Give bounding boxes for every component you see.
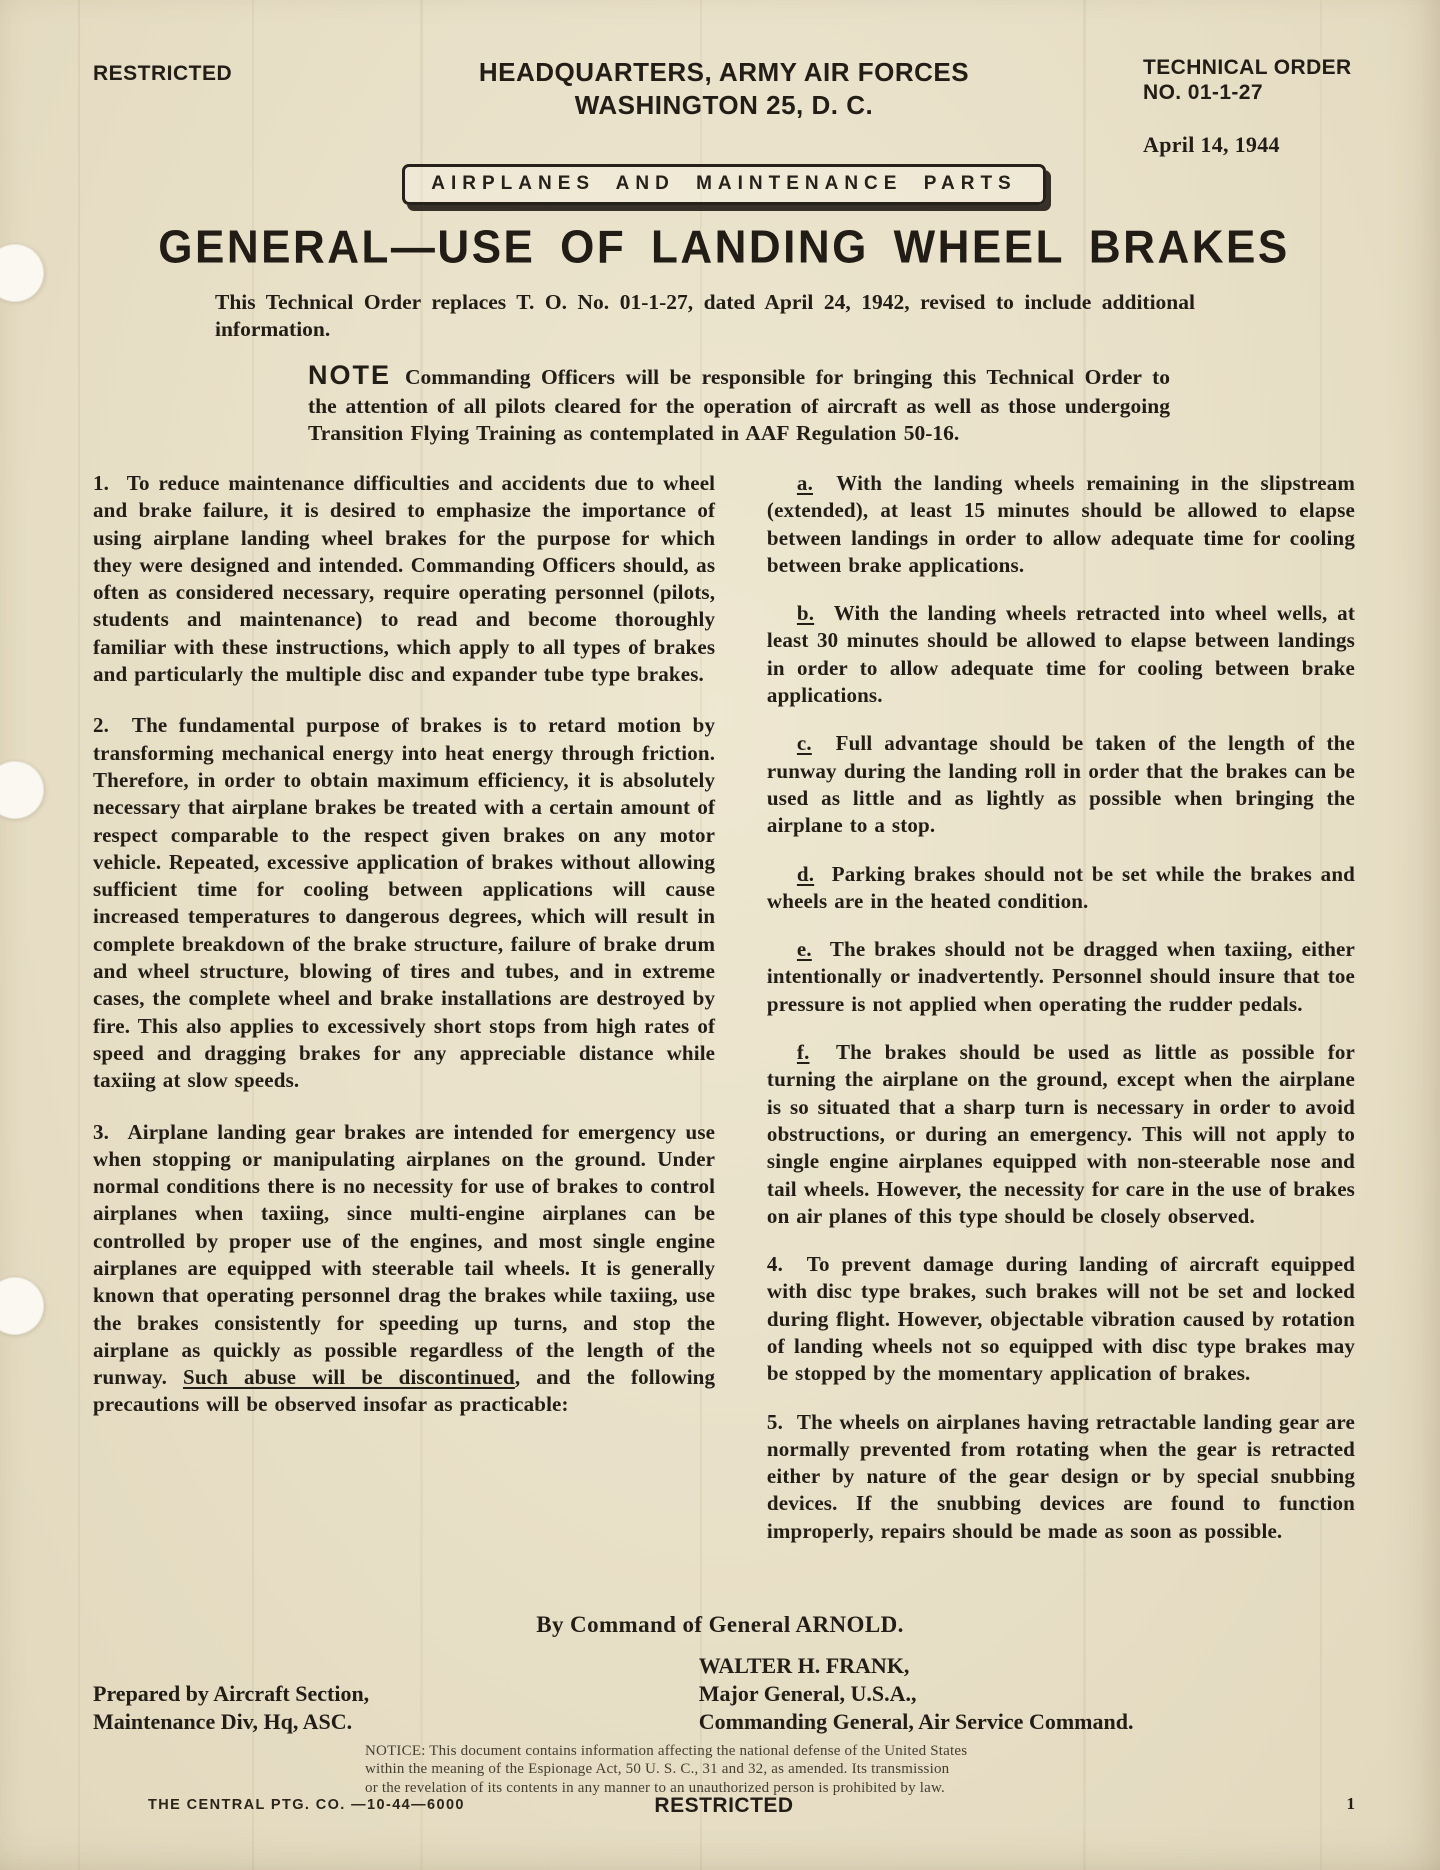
paragraph xyxy=(767,936,1355,1018)
paragraph-label: 1. xyxy=(93,470,110,495)
underlined-text: Such abuse will be discontinued xyxy=(183,1365,515,1390)
paragraph-text: Full advantage should be taken of the length of the runway during the landing roll in order that the brakes can be used as little and as lightly as possible when bringing the airplane to a stop. xyxy=(766,731,1355,838)
note-text: Commanding Officers will be responsible for bringing this Technical Order to the attention of all pilots cleared for the operation of aircraft as well as those undergoing Transition Flying Training as contemplated in AAF Regulation 50-16. xyxy=(308,365,1170,446)
headquarters-line: HEADQUARTERS, ARMY AIR FORCES xyxy=(478,57,970,87)
issue-date: April 14, 1944 xyxy=(1143,131,1280,157)
paragraph xyxy=(767,1251,1355,1387)
page-footer xyxy=(93,1794,1355,1817)
paragraph-text: The brakes should not be dragged when taxiing, either intentionally or inadvertently. Personnel should insure that toe pressure is not applied when operating the rudder pedals. xyxy=(766,937,1355,1016)
left-column xyxy=(93,470,715,1598)
headquarters-block xyxy=(479,56,969,121)
paragraph-label: d. xyxy=(796,861,815,886)
espionage-notice-text xyxy=(365,1742,1075,1797)
paragraph xyxy=(767,1039,1355,1230)
category-banner-row xyxy=(93,164,1355,205)
prepared-by-block xyxy=(93,1680,369,1736)
page-number: 1 xyxy=(1346,1794,1355,1813)
text-line: WALTER H. FRANK, xyxy=(698,1653,910,1678)
classification-label-bottom: RESTRICTED xyxy=(654,1794,794,1817)
classification-label-top: RESTRICTED xyxy=(93,62,233,85)
paragraph-label: c. xyxy=(796,731,812,756)
paragraph-label: 5. xyxy=(766,1409,783,1434)
note-label: NOTE xyxy=(308,360,392,391)
category-banner-label: AIRPLANES AND MAINTENANCE PARTS xyxy=(431,172,1017,194)
paragraph xyxy=(93,712,715,1094)
paragraph-label: e. xyxy=(796,937,812,962)
paragraph-label: 4. xyxy=(766,1252,783,1277)
text-line: or the revelation of its contents in any manner to an unauthorized person is prohibited by law. xyxy=(365,1779,945,1796)
paragraph-text: Airplane landing gear brakes are intended for emergency use when stopping or manipulating airplanes on the ground. Under normal conditions there is no necessity for use of brakes to control airplanes when taxiing, since multi-engine airplanes can be controlled by proper use of the engines, and most single engine airplanes are equipped with steerable tail wheels. It is generally known that operating personnel drag the brakes while taxiing, use the brakes consistently for speeding up turns, and stop the airplane as quickly as possible regardless of the length of the runway. xyxy=(93,1119,716,1390)
paragraph xyxy=(767,730,1355,839)
text-line: Major General, U.S.A., xyxy=(698,1680,917,1706)
text-line: Maintenance Div, Hq, ASC. xyxy=(93,1708,353,1734)
paragraph xyxy=(93,470,715,688)
category-banner-box xyxy=(402,164,1045,205)
printer-credit: THE CENTRAL PTG. CO. —10-44—6000 xyxy=(148,1797,465,1813)
technical-order-block xyxy=(1143,56,1355,158)
text-line: NOTICE: This document contains information affecting the national defense of the United States xyxy=(365,1743,968,1759)
body-columns xyxy=(93,470,1355,1598)
paragraph-label: 3. xyxy=(93,1119,110,1144)
document-header xyxy=(93,56,1355,158)
paragraph-text: The brakes should be used as little as possible for turning the airplane on the ground, except when the airplane is so situated that a sharp turn is necessary in order to avoid obstructions, or during an emergency. This will not apply to single engine airplanes equipped with non-steerable nose and tail wheels. However, the necessity for care in the use of brakes on air planes of this type should be closely observed. xyxy=(766,1040,1355,1228)
paragraph-text: The fundamental purpose of brakes is to retard motion by transforming mechanical energy into heat energy through friction. Therefore, in order to obtain maximum efficiency, it is absolutely necessary that airplane brakes be treated with a certain amount of respect comparable to the respect given brakes on any motor vehicle. Repeated, excessive application of brakes without allowing sufficient time for cooling between applications will cause increased temperatures to dangerous degrees, which will result in complete breakdown of the brake structure, failure of brake drum and wheel structure, blowing of tires and tubes, and in extreme cases, the complete wheel and brake installations are destroyed by fire. This also applies to excessively short stops from high rates of speed and dragging brakes for any appreciable distance while taxiing at slow speeds. xyxy=(93,713,716,1093)
technical-order-label: TECHNICAL ORDER xyxy=(1143,56,1352,79)
paragraph-label: a. xyxy=(796,470,813,495)
paragraph-text: Parking brakes should not be set while the brakes and wheels are in the heated condition. xyxy=(766,861,1355,913)
paragraph-text: , and the following precautions will be observed insofar as practicable: xyxy=(93,1365,716,1417)
text-line: within the meaning of the Espionage Act, 50 U. S. C., 31 and 32, as amended. Its transmission xyxy=(365,1761,950,1778)
paragraph-text: With the landing wheels retracted into wheel wells, at least 30 minutes should be allowed to elapse between landings in order to allow adequate time for cooling between brake applications. xyxy=(766,601,1355,708)
paragraph xyxy=(93,1119,715,1419)
signature-row xyxy=(93,1652,1355,1736)
text-line: Prepared by Aircraft Section, xyxy=(93,1680,370,1706)
headquarters-city-line: WASHINGTON 25, D. C. xyxy=(574,89,874,120)
intro-paragraph: This Technical Order replaces T. O. No. 01-1-27, dated April 24, 1942, revised to include additional information. xyxy=(215,289,1195,342)
paragraph xyxy=(767,1409,1355,1545)
paragraph-label: 2. xyxy=(93,713,110,738)
paragraph-text: The wheels on airplanes having retractable landing gear are normally prevented from rotating when the gear is retracted either by nature of the gear design or by special snubbing devices. If the snubbing devices are found to function improperly, repairs should be made as soon as possible. xyxy=(766,1409,1355,1543)
paragraph xyxy=(767,861,1355,916)
paragraph-text: To prevent damage during landing of aircraft equipped with disc type brakes, such brakes will not be set and locked during flight. However, objectable vibration caused by rotation of landing wheels not so equipped with disc type brakes may be stopped by the momentary application of brakes. xyxy=(766,1252,1355,1386)
paragraph-text: To reduce maintenance difficulties and accidents due to wheel and brake failure, it is desired to emphasize the importance of using airplane landing wheel brakes for the purpose for which they were designed and intended. Commanding Officers should, as often as considered necessary, require operating personnel (pilots, students and maintenance) to read and become thoroughly familiar with these instructions, which apply to all types of brakes and particularly the multiple disc and expander tube type brakes. xyxy=(93,470,716,687)
paragraph-label: f. xyxy=(796,1040,810,1065)
paragraph-text: With the landing wheels remaining in the slipstream (extended), at least 15 minutes should be allowed to elapse between landings in order to allow adequate time for cooling between brake applications. xyxy=(766,470,1355,577)
document-title: GENERAL—USE OF LANDING WHEEL BRAKES xyxy=(158,221,1290,273)
paragraph xyxy=(767,600,1355,709)
espionage-notice xyxy=(0,1742,1440,1797)
paragraph-label: b. xyxy=(796,601,815,626)
signature-block xyxy=(699,1652,1355,1736)
paragraph xyxy=(767,470,1355,579)
by-command-line: By Command of General ARNOLD. xyxy=(536,1612,904,1637)
right-column xyxy=(767,470,1355,1598)
technical-order-cell xyxy=(969,56,1355,158)
technical-order-number: NO. 01-1-27 xyxy=(1143,80,1263,104)
text-line: Commanding General, Air Service Command. xyxy=(698,1708,1134,1734)
note-paragraph xyxy=(308,358,1170,448)
